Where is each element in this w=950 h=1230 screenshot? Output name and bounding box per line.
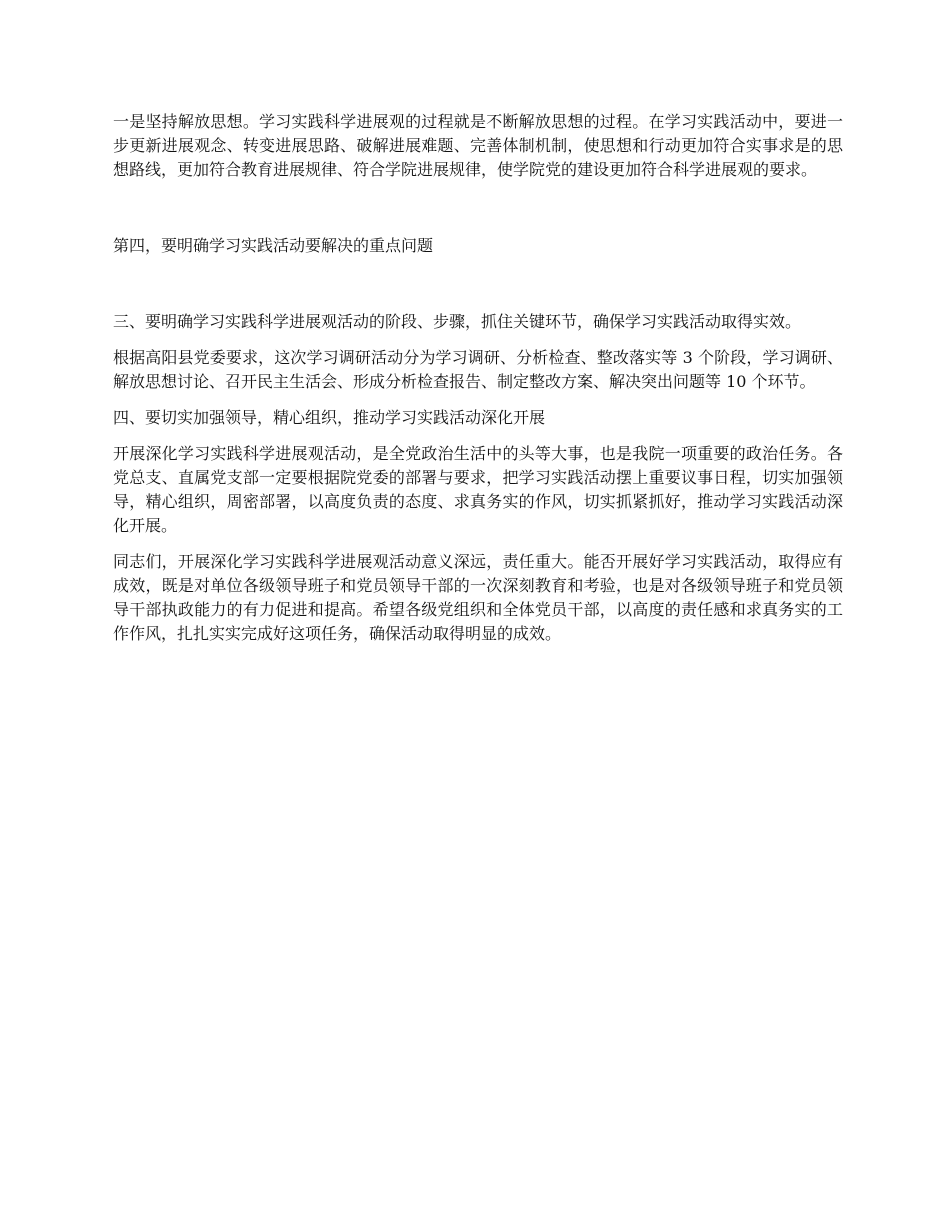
paragraph-stages-links: 根据高阳县党委要求，这次学习调研活动分为学习调研、分析检查、整改落实等 3 个阶段，学习调研、解放思想讨论、召开民主生活会、形成分析检查报告、制定整改方案、解决突出问题等 10 个环节。 (113, 348, 843, 391)
paragraph-closing: 同志们，开展深化学习实践科学进展观活动意义深远，责任重大。能否开展好学习实践活动，取得应有成效，既是对单位各级领导班子和党员领导干部的一次深刻教育和考验，也是对各级领导班子和党员领导干部执政能力的有力促进和提高。希望各级党组织和全体党员干部，以高度的责任感和求真务实的工作作风，扎扎实实完成好这项任务，确保活动取得明显的成效。 (113, 552, 843, 643)
paragraph-political-task: 开展深化学习实践科学进展观活动，是全党政治生活中的头等大事，也是我院一项重要的政治任务。各党总支、直属党支部一定要根据院党委的部署与要求，把学习实践活动摆上重要议事日程，切实加强领导，精心组织，周密部署，以高度负责的态度、求真务实的作风，切实抓紧抓好，推动学习实践活动深化开展。 (113, 444, 843, 535)
paragraph-emancipate-mind: 一是坚持解放思想。学习实践科学进展观的过程就是不断解放思想的过程。在学习实践活动中，要进一步更新进展观念、转变进展思路、破解进展难题、完善体制机制，使思想和行动更加符合实事求是的思想路线，更加符合教育进展规律、符合学院进展规律，使学院党的建设更加符合科学进展观的要求。 (113, 112, 843, 179)
document-body (113, 110, 843, 646)
heading-fourth-key-issues: 第四，要明确学习实践活动要解决的重点问题 (113, 236, 434, 255)
heading-four-leadership: 四、要切实加强领导，精心组织，推动学习实践活动深化开展 (113, 408, 546, 427)
heading-three-stages-steps: 三、要明确学习实践科学进展观活动的阶段、步骤，抓住关键环节，确保学习实践活动取得实效。 (113, 312, 802, 331)
